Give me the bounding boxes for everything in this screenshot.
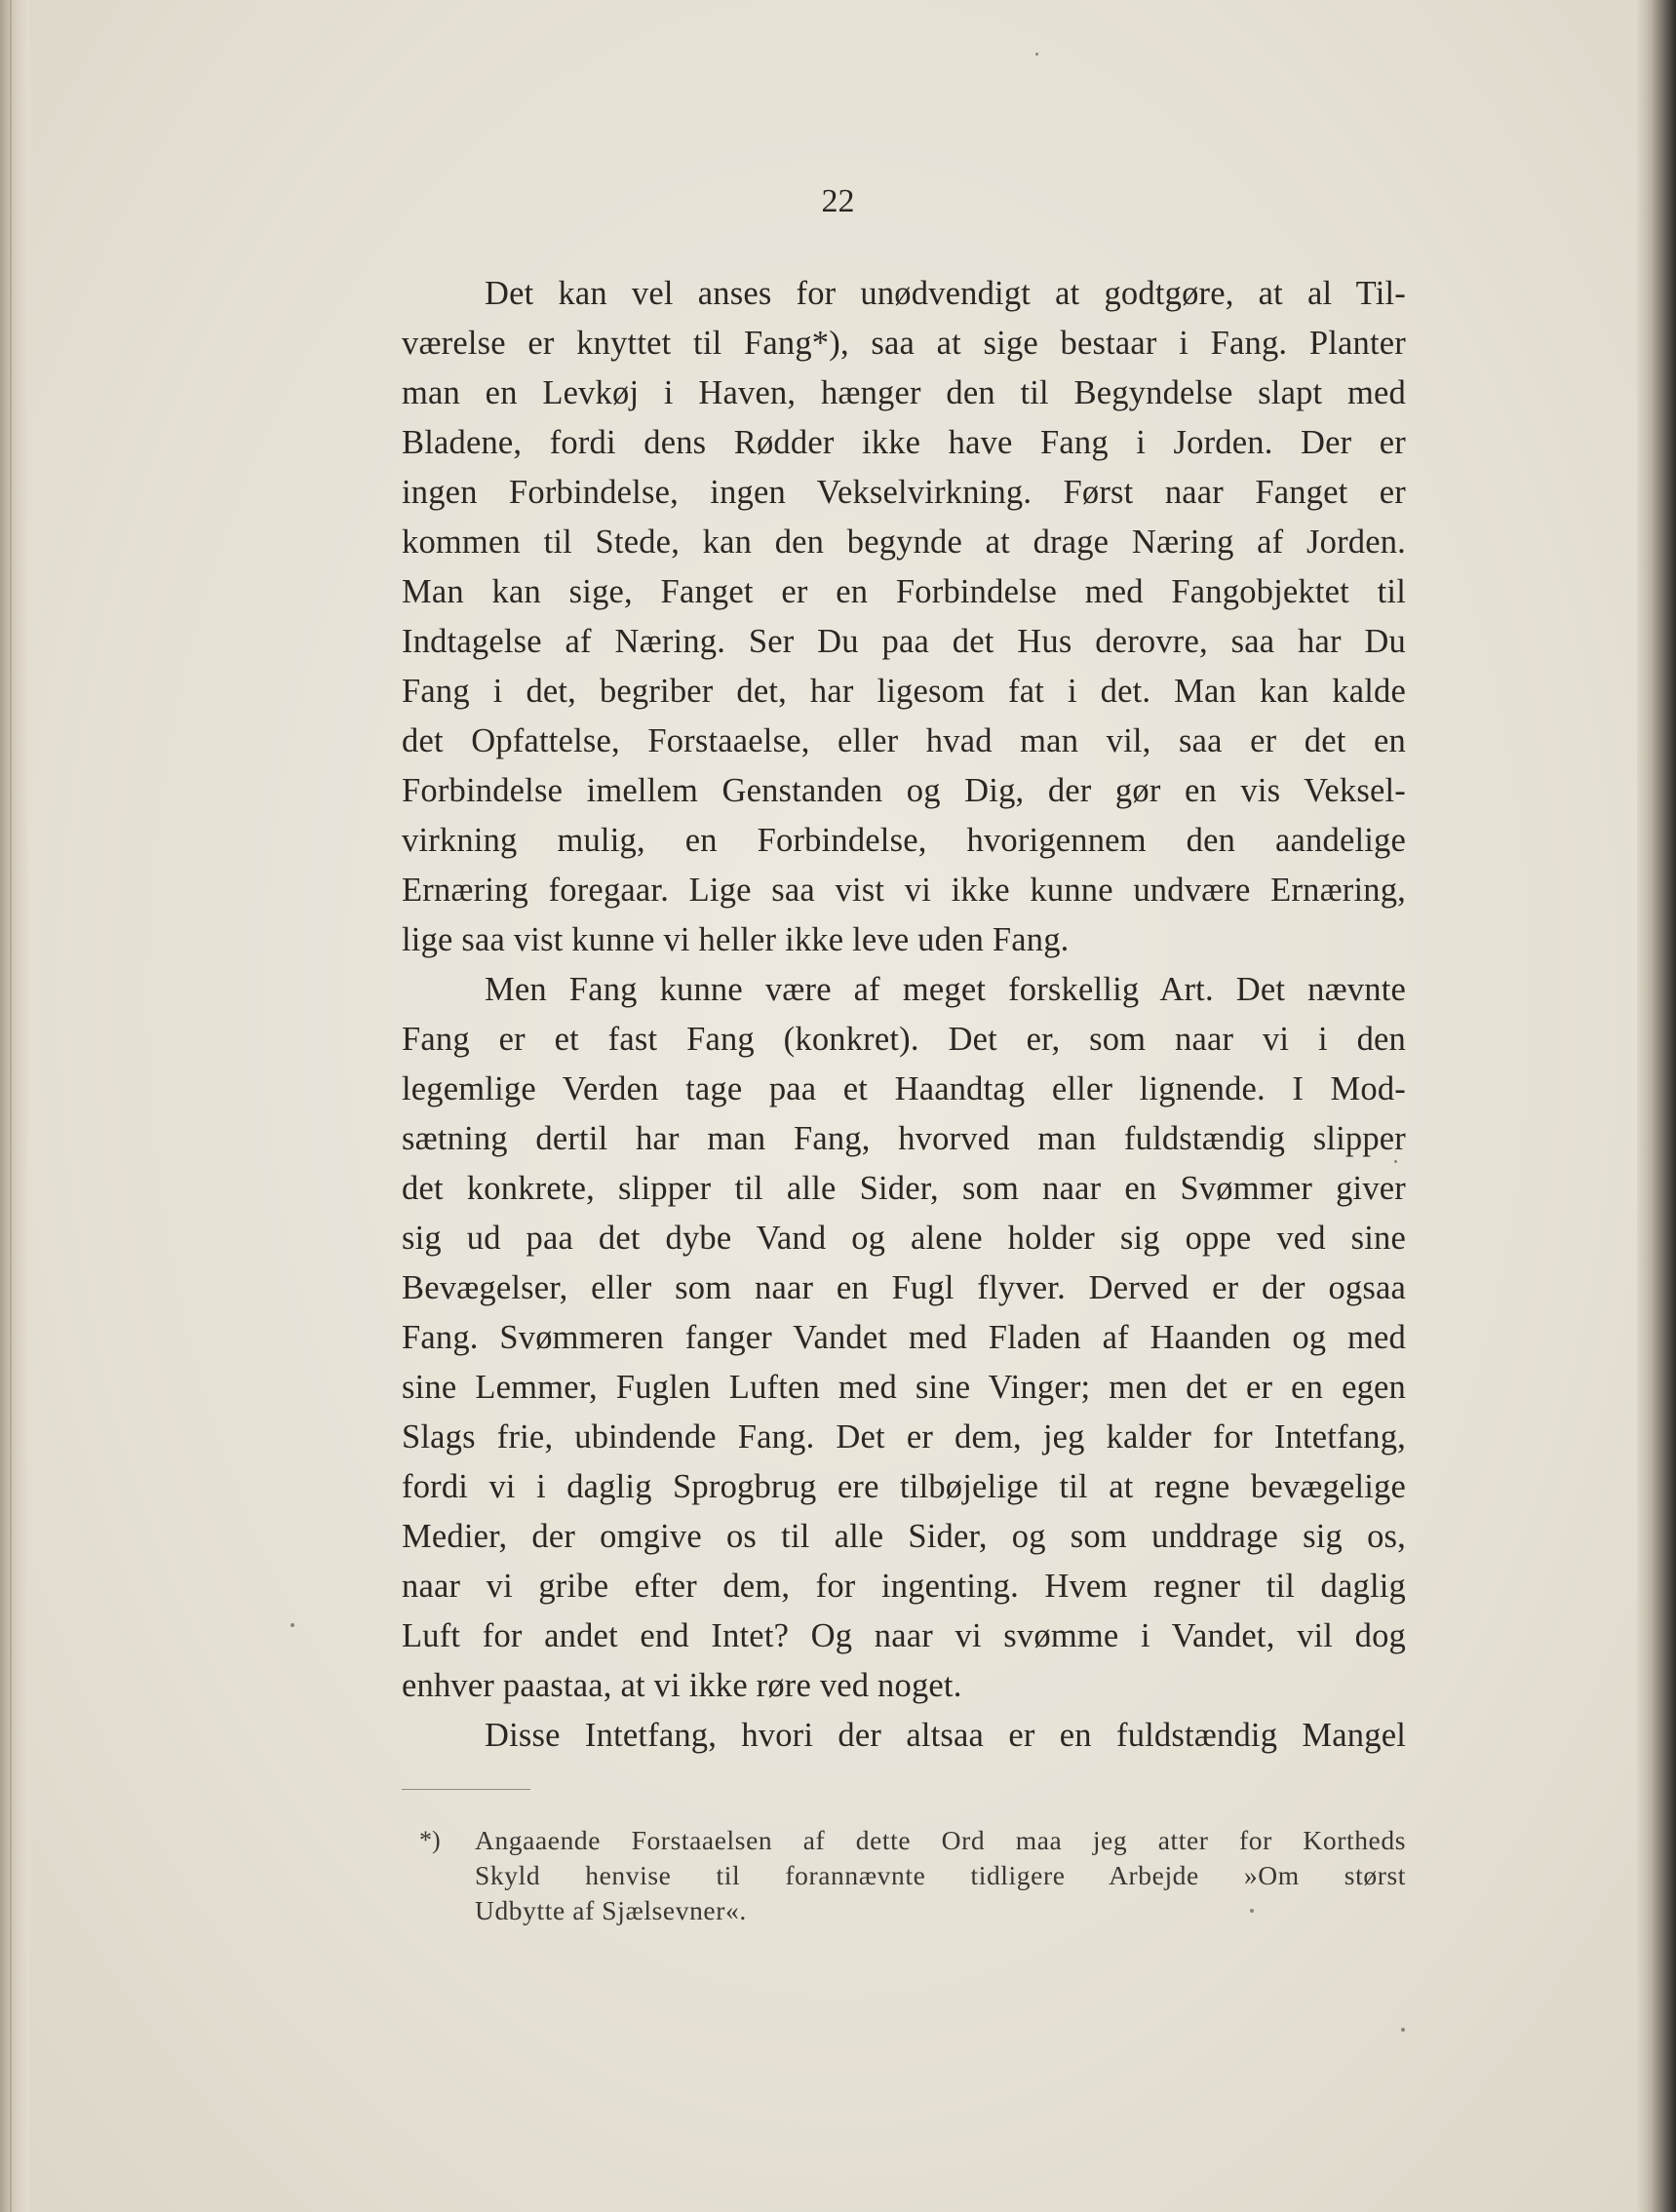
- paper-speck: [1401, 2028, 1405, 2032]
- text-line: Men Fang kunne være af meget forskellig Art. Det nævnte: [485, 971, 1406, 1008]
- text-line: det konkrete, slipper til alle Sider, som naar en Svømmer giver: [402, 1170, 1406, 1207]
- footnote-separator: [402, 1789, 530, 1790]
- text-line: Ernæring foregaar. Lige saa vist vi ikke kunne undvære Ernæring,: [402, 872, 1406, 909]
- text-line: værelse er knyttet til Fang*), saa at sige bestaar i Fang. Planter: [402, 325, 1406, 362]
- text-line: det Opfattelse, Forstaaelse, eller hvad man vil, saa er det en: [402, 722, 1406, 759]
- footnote-line: Udbytte af Sjælsevner«.: [475, 1895, 747, 1925]
- footnote-marker: *): [419, 1826, 441, 1854]
- text-line: Indtagelse af Næring. Ser Du paa det Hus derovre, saa har Du: [402, 623, 1406, 660]
- text-line: Medier, der omgive os til alle Sider, og som unddrage sig os,: [402, 1518, 1406, 1555]
- text-line: Fang er et fast Fang (konkret). Det er, som naar vi i den: [402, 1021, 1406, 1058]
- page-binding-edge: [0, 0, 29, 2212]
- text-line: Fang. Svømmeren fanger Vandet med Fladen af Haanden og med: [402, 1319, 1406, 1356]
- text-line: Disse Intetfang, hvori der altsaa er en fuldstændig Mangel: [485, 1717, 1406, 1754]
- footnote-text: [475, 1823, 1406, 1928]
- text-line: Man kan sige, Fanget er en Forbindelse med Fangobjektet til: [402, 573, 1406, 610]
- text-line: Fang i det, begriber det, har ligesom fat i det. Man kan kalde: [402, 673, 1406, 710]
- text-line: Bladene, fordi dens Rødder ikke have Fang i Jorden. Der er: [402, 424, 1406, 461]
- text-line: kommen til Stede, kan den begynde at drage Næring af Jorden.: [402, 524, 1406, 561]
- text-line: Det kan vel anses for unødvendigt at godtgøre, at al Til-: [485, 275, 1406, 312]
- text-line: ingen Forbindelse, ingen Vekselvirkning. Først naar Fanget er: [402, 474, 1406, 511]
- page-right-edge: [1637, 0, 1676, 2212]
- text-line: sætning dertil har man Fang, hvorved man fuldstændig slipper: [402, 1120, 1406, 1157]
- text-line: enhver paastaa, at vi ikke røre ved noget.: [402, 1667, 962, 1704]
- text-line: legemlige Verden tage paa et Haandtag eller lignende. I Mod-: [402, 1070, 1406, 1107]
- text-line: man en Levkøj i Haven, hænger den til Begyndelse slapt med: [402, 374, 1406, 411]
- text-line: naar vi gribe efter dem, for ingenting. Hvem regner til daglig: [402, 1568, 1406, 1605]
- body-text: [402, 269, 1406, 1761]
- text-line: sig ud paa det dybe Vand og alene holder sig oppe ved sine: [402, 1220, 1406, 1257]
- paper-speck: [291, 1623, 294, 1627]
- text-line: Luft for andet end Intet? Og naar vi svømme i Vandet, vil dog: [402, 1617, 1406, 1654]
- text-line: Bevægelser, eller som naar en Fugl flyver. Derved er der ogsaa: [402, 1269, 1406, 1306]
- footnote-line: Angaaende Forstaaelsen af dette Ord maa jeg atter for Kortheds: [475, 1825, 1406, 1855]
- text-line: Slags frie, ubindende Fang. Det er dem, jeg kalder for Intetfang,: [402, 1418, 1406, 1455]
- footnote-line: Skyld henvise til forannævnte tidligere Arbejde »Om størst: [475, 1860, 1406, 1890]
- page-number: 22: [821, 183, 855, 219]
- paragraph-2: [402, 965, 1406, 1711]
- text-line: fordi vi i daglig Sprogbrug ere tilbøjelige til at regne bevægelige: [402, 1468, 1406, 1505]
- text-line: sine Lemmer, Fuglen Luften med sine Vinger; men det er en egen: [402, 1369, 1406, 1406]
- text-line: Forbindelse imellem Genstanden og Dig, der gør en vis Veksel-: [402, 772, 1406, 809]
- paper-speck: [1035, 53, 1038, 56]
- text-line: lige saa vist kunne vi heller ikke leve uden Fang.: [402, 921, 1070, 958]
- paragraph-3: [402, 1711, 1406, 1761]
- text-line: virkning mulig, en Forbindelse, hvorigennem den aandelige: [402, 822, 1406, 859]
- paragraph-1: [402, 269, 1406, 965]
